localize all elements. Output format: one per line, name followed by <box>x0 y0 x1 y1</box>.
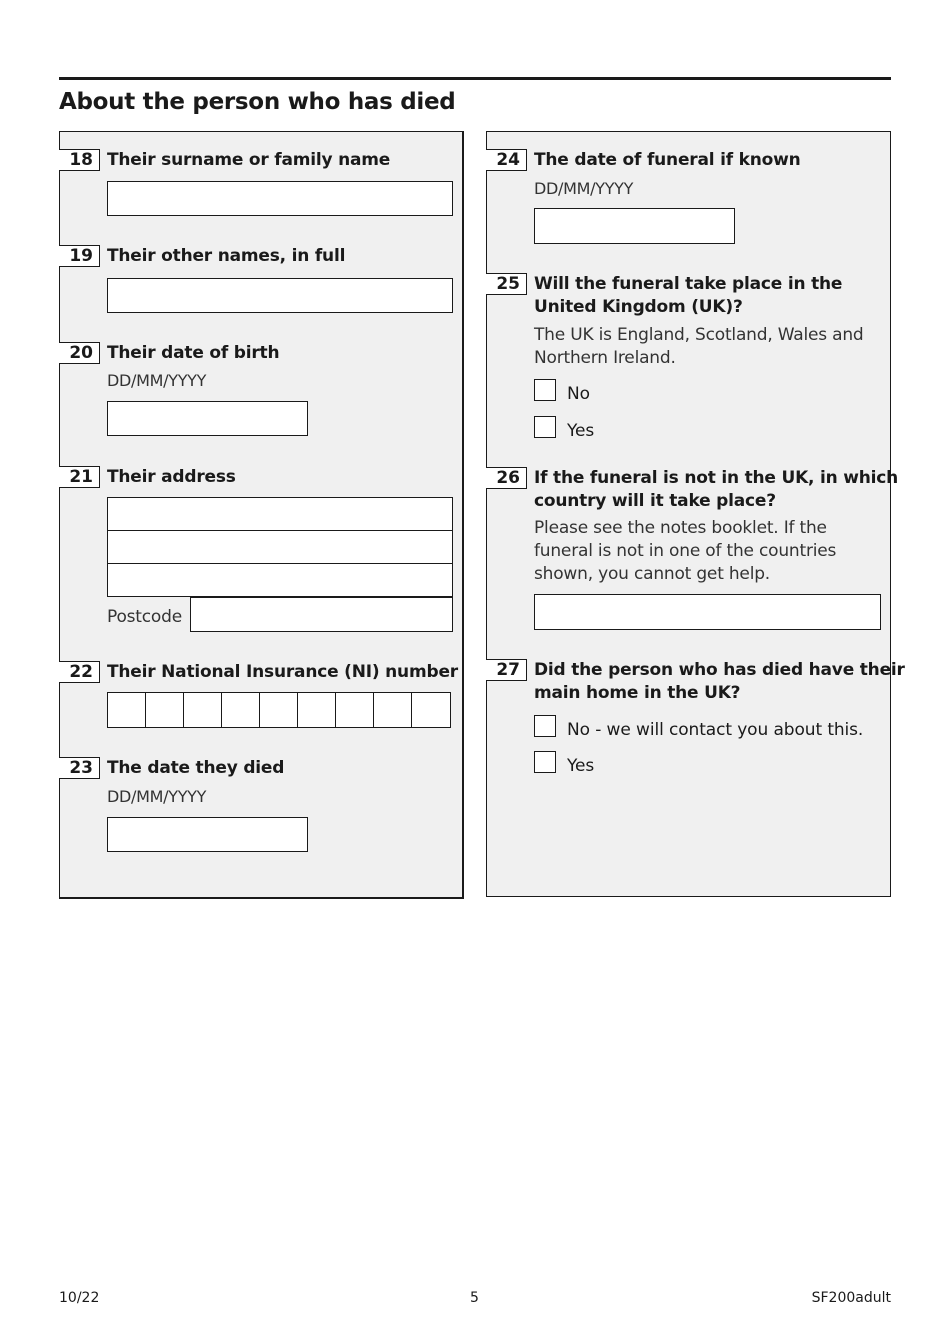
question-label-26-line2: country will it take place? <box>534 491 776 511</box>
hint-25-line1: The UK is England, Scotland, Wales and <box>534 325 864 345</box>
checkbox[interactable] <box>534 379 556 401</box>
question-label-23: The date they died <box>107 758 285 778</box>
right-panel <box>486 131 891 897</box>
form-code: SF200adult <box>811 1290 891 1306</box>
question-number-19: 19 <box>59 245 100 267</box>
question-label-24: The date of funeral if known <box>534 150 801 170</box>
question-label-26-line1: If the funeral is not in the UK, in which <box>534 468 899 488</box>
question-label-25-line1: Will the funeral take place in the <box>534 274 843 294</box>
question-label-25-line2: United Kingdom (UK)? <box>534 297 743 317</box>
hint-25-line2: Northern Ireland. <box>534 348 676 368</box>
checkbox[interactable] <box>534 751 556 773</box>
ni-digit-box[interactable] <box>412 693 450 727</box>
ni-digit-box[interactable] <box>336 693 374 727</box>
funeral-in-uk-no-option[interactable] <box>534 383 590 405</box>
question-label-27-line2: main home in the UK? <box>534 683 741 703</box>
question-label-20: Their date of birth <box>107 343 280 363</box>
surname-input[interactable] <box>107 181 453 216</box>
ni-digit-box[interactable] <box>298 693 336 727</box>
date-of-birth-input[interactable] <box>107 401 308 436</box>
date-of-death-input[interactable] <box>107 817 308 852</box>
checkbox[interactable] <box>534 416 556 438</box>
ni-digit-box[interactable] <box>146 693 184 727</box>
question-label-21: Their address <box>107 467 236 487</box>
date-format-hint-23: DD/MM/YYYY <box>107 787 207 806</box>
funeral-date-input[interactable] <box>534 208 735 244</box>
top-rule <box>59 77 891 80</box>
funeral-country-input[interactable] <box>534 594 881 630</box>
hint-26-line2: funeral is not in one of the countries <box>534 541 837 561</box>
main-home-uk-no-option[interactable] <box>534 719 863 741</box>
question-label-18: Their surname or family name <box>107 150 391 170</box>
ni-digit-box[interactable] <box>108 693 146 727</box>
address-line-1-input[interactable] <box>107 497 453 531</box>
checkbox-label: No - we will contact you about this. <box>567 720 864 740</box>
page-number: 5 <box>470 1290 479 1306</box>
postcode-input[interactable] <box>190 597 453 632</box>
other-names-input[interactable] <box>107 278 453 313</box>
checkbox-label: Yes <box>567 421 595 441</box>
footer-date: 10/22 <box>59 1290 100 1306</box>
question-label-22: Their National Insurance (NI) number <box>107 662 458 682</box>
question-number-20: 20 <box>59 342 100 364</box>
main-home-uk-yes-option[interactable] <box>534 755 594 777</box>
hint-26-line3: shown, you cannot get help. <box>534 564 771 584</box>
address-line-3-input[interactable] <box>107 563 453 597</box>
checkbox-label: Yes <box>567 756 595 776</box>
checkbox[interactable] <box>534 715 556 737</box>
date-format-hint-24: DD/MM/YYYY <box>534 179 634 198</box>
question-number-21: 21 <box>59 466 100 488</box>
hint-26-line1: Please see the notes booklet. If the <box>534 518 827 538</box>
postcode-label: Postcode <box>107 607 182 627</box>
question-number-23: 23 <box>59 757 100 779</box>
question-number-24: 24 <box>486 149 527 171</box>
ni-digit-box[interactable] <box>260 693 298 727</box>
address-line-2-input[interactable] <box>107 530 453 564</box>
date-format-hint-20: DD/MM/YYYY <box>107 371 207 390</box>
ni-digit-box[interactable] <box>374 693 412 727</box>
question-label-27-line1: Did the person who has died have their <box>534 660 905 680</box>
question-number-18: 18 <box>59 149 100 171</box>
ni-number-input[interactable] <box>107 692 451 728</box>
question-number-25: 25 <box>486 273 527 295</box>
ni-digit-box[interactable] <box>222 693 260 727</box>
page-title: About the person who has died <box>59 89 456 115</box>
question-number-27: 27 <box>486 659 527 681</box>
ni-digit-box[interactable] <box>184 693 222 727</box>
checkbox-label: No <box>567 384 590 404</box>
funeral-in-uk-yes-option[interactable] <box>534 420 594 442</box>
question-label-19: Their other names, in full <box>107 246 346 266</box>
question-number-22: 22 <box>59 661 100 683</box>
question-number-26: 26 <box>486 467 527 489</box>
